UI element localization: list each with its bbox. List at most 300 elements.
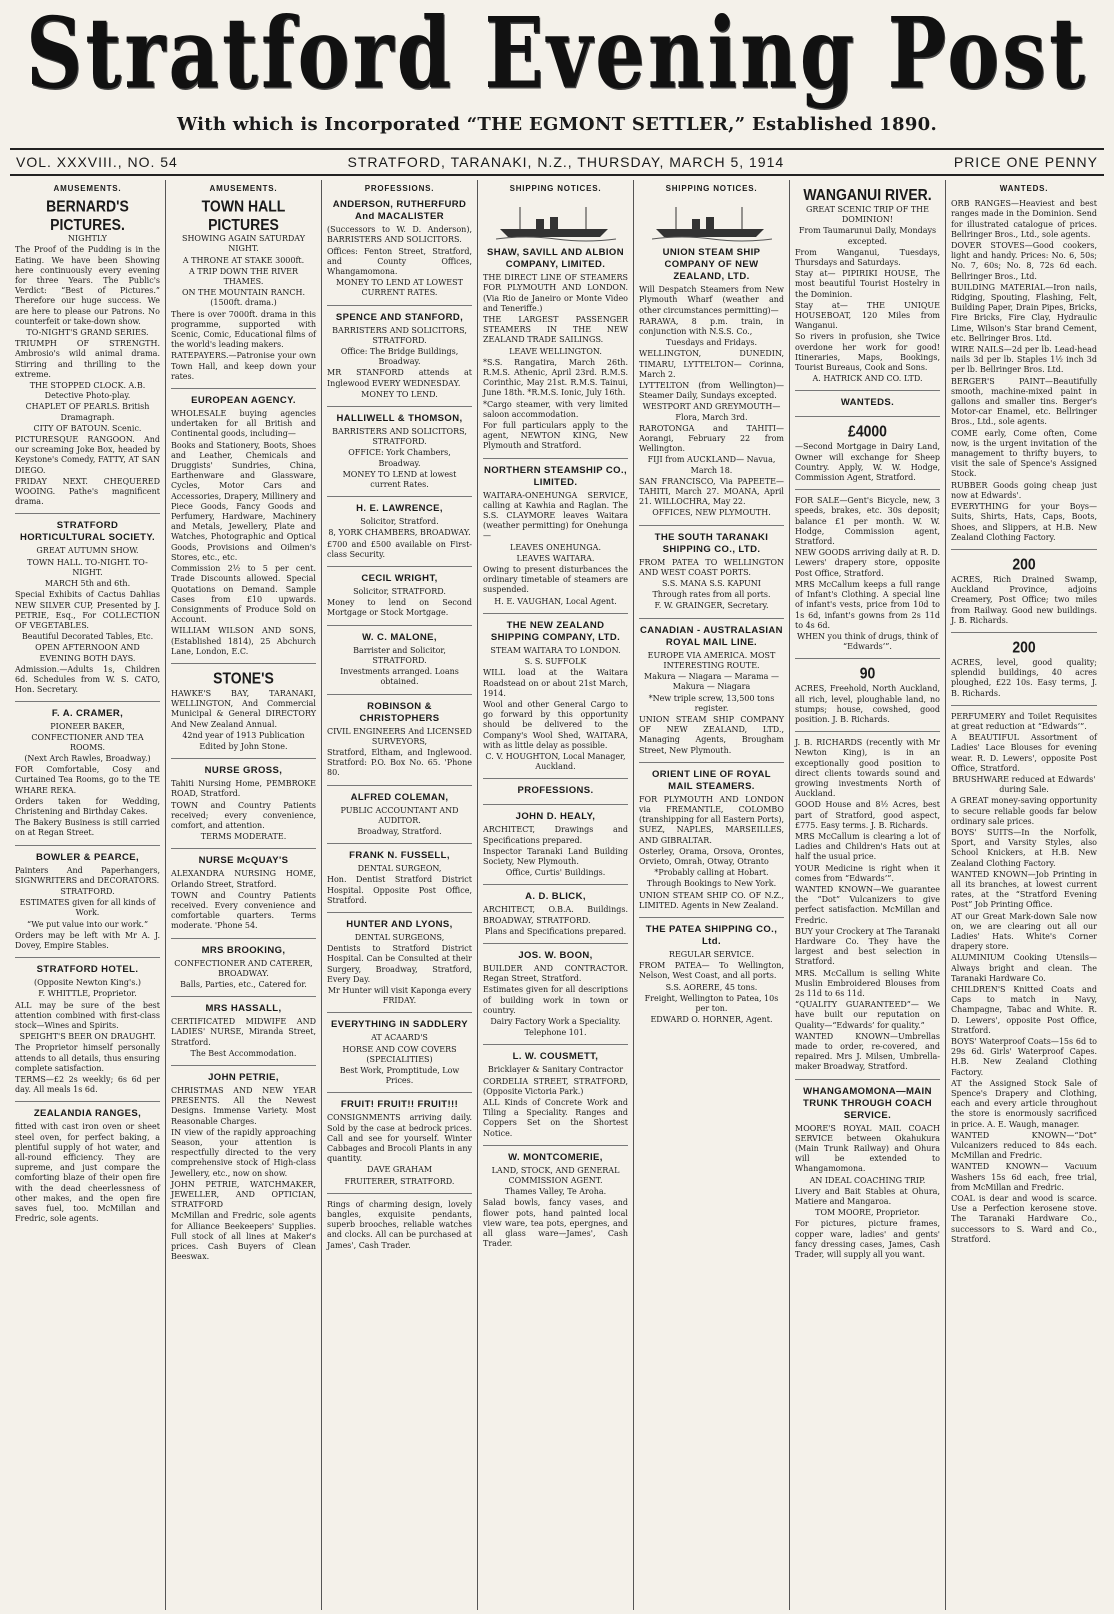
ad-text: Commission 2½ to 5 per cent. Trade Discounts allowed. Special Quotations on Demand. Sample Cases from £10 upwards. Consignments of Produce Sold on Account. (171, 564, 316, 625)
ad-text: Stay at— THE UNIQUE HOUSEBOAT, 120 Miles from Wanganui. (795, 300, 940, 331)
ad-text: WAITARA-ONEHUNGA SERVICE, calling at Kawhia and Raglan. The S.S. CLAYMORE leaves Waitara (weather permitting) for Onehunga— (483, 490, 628, 541)
ad-text: MRS McCallum is clearing a lot of Ladies and Children's Hats out at half the usual price. (795, 831, 940, 862)
ad-heading: NURSE McQUAY'S (198, 855, 289, 867)
ad-text: Orders may be left with Mr A. J. Dovey, Empire Stables. (15, 930, 160, 950)
ad-text: ALEXANDRA NURSING HOME, Orlando Street, Stratford. (171, 869, 316, 889)
advertisement (483, 199, 628, 458)
advertisement (483, 1152, 628, 1256)
ad-heading: EUROPEAN AGENCY. (191, 395, 296, 407)
ad-text: ALUMINIUM Cooking Utensils— Always bright and clean. The Taranaki Hardware Co. (951, 953, 1097, 983)
column-header: AMUSEMENTS. (53, 184, 122, 193)
ad-text: CONSIGNMENTS arriving daily. Sold by the case at bedrock prices. Call and see for yourself. Winter Cabbages and Brocoli Plants in any quantity. (327, 1113, 472, 1164)
ad-text: Stay at— PIPIRIKI HOUSE, The most beautiful Tourist Hostelry in the Dominion. (795, 269, 940, 299)
ad-text: Office, Curtis' Buildings. (505, 868, 606, 878)
ad-heading: W. MONTCOMERIE, (508, 1151, 603, 1163)
ad-text: ARCHITECT, Drawings and Specifications prepared. (483, 825, 628, 845)
ad-text: —Second Mortgage in Dairy Land, Owner will exchange for Sheep Country. Apply, W. W. Hodge, Commission Agent, Stratford. (795, 442, 940, 483)
steamship-illustration-icon (652, 199, 772, 243)
ad-heading: ANDERSON, RUTHERFURD And MACALISTER (332, 199, 467, 223)
ad-text: Admission.—Adults 1s, Children 6d. Schedules from W. S. CATO, Hon. Secretary. (15, 664, 160, 695)
ad-text: Inspector Taranaki Land Building Society, New Plymouth. (483, 846, 628, 866)
advertisement (951, 639, 1097, 706)
advertisement (327, 413, 472, 497)
ad-text: EUROPE VIA AMERICA. MOST INTERESTING ROUTE. (647, 650, 776, 670)
column-header: AMUSEMENTS. (209, 184, 278, 193)
column-4 (478, 180, 634, 1610)
ad-heading: WANGANUI RIVER. (803, 184, 932, 204)
ad-text: BERGER'S PAINT—Beautifully smooth, machine-mixed paint in gallons and smaller tins. Berger's Motor-car Enamel, etc. Bellringer Bros., Ltd., sole agents. (951, 376, 1097, 427)
advertisement (327, 1200, 472, 1257)
ad-text: PICTURESQUE RANGOON. And our screaming Joke Box, headed by Keystone's Comedy, FATTY, AT SAN DIEGO. (15, 435, 160, 475)
ad-text: ESTIMATES given for all kinds of Work. (19, 898, 156, 918)
ad-text: BOYS' Waterproof Coats—15s 6d to 29s 6d. Girls' Waterproof Capes. H.B. New Zealand Clothing Factory. (951, 1037, 1097, 1077)
price: PRICE ONE PENNY (953, 154, 1098, 170)
ad-text: WIRE NAILS—2d per lb. Lead-head nails 3d per lb. Staples 1½ inch 3d per lb. Bellringer Bros. Ltd. (951, 345, 1097, 375)
advertisement (15, 852, 160, 959)
advertisement (327, 503, 472, 567)
ad-text: MR STANFORD attends at Inglewood EVERY WEDNESDAY. (327, 368, 472, 388)
advertisement (483, 950, 628, 1045)
ad-text: 42nd year of 1913 Publication (182, 730, 305, 740)
ad-text: Salad bowls, fancy vases, and flower pots, hand painted local view ware, tea pots, epergnes, and all glass ware—James', Cash Trader. (483, 1198, 628, 1249)
ad-text: (Successors to W. D. Anderson), BARRISTERS AND SOLICITORS. (327, 225, 472, 245)
advertisement (327, 850, 472, 913)
ad-text: For pictures, picture frames, copper ware, ladies' and gents' fancy dressing cases, James, Cash Trader, will supply all you want. (795, 1219, 940, 1260)
ad-text: J. B. RICHARDS (recently with Mr Newton King), is in an exceptionally good position to direct clients towards sound and growing investments North of Auckland. (795, 738, 940, 799)
ad-text: LEAVE WELLINGTON. (509, 346, 602, 356)
ad-heading: W. C. MALONE, (362, 631, 437, 643)
ad-text: EVERYTHING for your Boys— Suits, Shirts, Hats, Caps, Boots, Shoes, and Slippers, at H.B. New Zealand Clothing Factory. (951, 502, 1097, 542)
ad-text: JOHN PETRIE, WATCHMAKER, JEWELLER, AND OPTICIAN, STRATFORD (171, 1179, 316, 1210)
ad-text: TOM MOORE, Proprietor. (815, 1208, 920, 1218)
ad-text: FROM PATEA— To Wellington, Nelson, West Coast, and all ports. (639, 961, 784, 981)
advertisement (951, 556, 1097, 633)
ad-heading: NORTHERN STEAMSHIP CO., LIMITED. (483, 464, 628, 488)
ad-text: The Proprietor himself personally attends to all details, thus ensuring complete satisfaction. (15, 1043, 160, 1073)
ad-text: Will Despatch Steamers from New Plymouth Wharf (weather and other circumstances permitting)— (639, 285, 784, 315)
columns (10, 180, 1104, 1610)
advertisement (483, 620, 628, 779)
ad-text: TO-NIGHT'S GRAND SERIES. (26, 328, 149, 338)
ad-text: UNION STEAM SHIP CO. OF N.Z., LIMITED. Agents in New Zealand. (639, 890, 784, 910)
ad-text: WILLIAM WILSON AND SONS, (Established 1814), 25 Abchurch Lane, London, E.C. (171, 626, 316, 656)
ad-text: DAVE GRAHAM (366, 1165, 433, 1175)
ad-text: Beautiful Decorated Tables, Etc. (21, 632, 154, 642)
ad-heading: TOWN HALL PICTURES (201, 196, 286, 234)
ad-text: PUBLIC ACCOUNTANT AND AUDITOR. (340, 805, 459, 825)
ad-heading: ORIENT LINE OF ROYAL MAIL STEAMERS. (651, 768, 772, 792)
ad-text: Money to lend on Second Mortgage or Stock Mortgage. (327, 598, 472, 618)
advertisement (639, 769, 784, 918)
advertisement (327, 632, 472, 695)
ad-heading: NURSE GROSS, (204, 765, 283, 777)
ad-text: The Bakery Business is still carried on at Regan Street. (15, 818, 160, 838)
ad-text: McMillan and Fredric, sole agents for Alliance Beekeepers' Supplies. Full stock of all lines at Maker's prices. Cash Buyers of Clean Beeswax. (171, 1211, 316, 1262)
ad-text: REGULAR SERVICE. (668, 949, 755, 959)
ad-text: CITY OF BATOUN. Scenic. (33, 423, 142, 433)
ad-text: There is over 7000ft. drama in this programme, supported with Scenic, Comic, Educational films of the world's leading makers. (171, 309, 316, 350)
column-3 (322, 180, 478, 1610)
advertisement (639, 199, 784, 525)
ad-text: Barrister and Solicitor, STRATFORD. (353, 645, 446, 665)
column-1 (10, 180, 166, 1610)
advertisement (795, 423, 940, 490)
ad-text: Wool and other General Cargo to go forward by this opportunity should be delivered to the Company's Wool Shed, WAITARA, with as little delay as possible. (483, 699, 628, 750)
ad-heading: JOHN PETRIE, (208, 1072, 279, 1083)
ad-text: *New triple screw, 13,500 tons register. (648, 693, 775, 713)
ad-text: £700 and £500 available on First-class Security. (327, 539, 472, 559)
advertisement (795, 665, 940, 732)
place-date: STRATFORD, TARANAKI, N.Z., THURSDAY, MARCH 5, 1914 (347, 154, 785, 170)
ad-text: RUBBER Goods going cheap just now at Edwards'. (951, 480, 1097, 500)
column-7 (946, 180, 1102, 1610)
ad-text: Books and Stationery, Boots, Shoes and Leather, Chemicals and Druggists' Sundries, China, Earthenware and Glassware, Cycles, Motor Cars and Accessories, Drapery, Millinery and Piece Goods, Fancy Goods and Perfumery, Hardware, Machinery and Metals, Jewellery, Plate and Watches, Photographic and Optical Goods, Provisions and Oilmen's Stores, etc., etc. (171, 440, 316, 562)
ad-text: CHAPLET OF PEARLS. British Dramagraph. (25, 402, 150, 422)
ad-text: Estimates given for all descriptions of building work in town or country. (483, 985, 628, 1015)
ad-text: FIJI from AUCKLAND— Navua, March 18. (647, 455, 776, 475)
ad-text: Livery and Bait Stables at Ohura, Matiere and Mangaroa. (795, 1186, 940, 1207)
ad-text: A BEAUTIFUL Assortment of Ladies' Lace Blouses for evening wear. R. D. Lewers', opposite Post Office, Stratford. (951, 733, 1097, 773)
ad-text: Solicitor, Stratford. (360, 517, 439, 527)
advertisement (327, 701, 472, 786)
ad-text: LEAVES ONEHUNGA. (510, 542, 601, 552)
ad-text: BUILDER AND CONTRACTOR. Regan Street, Stratford. (483, 963, 628, 984)
ad-text: MONEY TO LEND at lowest current Rates. (342, 469, 457, 490)
ad-heading: JOS. W. BOON, (518, 949, 593, 961)
ad-heading: CANADIAN - AUSTRALASIAN ROYAL MAIL LINE. (640, 624, 783, 648)
ad-text: MONEY TO LEND AT LOWEST CURRENT RATES. (336, 278, 463, 298)
advertisement (15, 964, 160, 1102)
ad-text: MOORE'S ROYAL MAIL COACH SERVICE between Okahukura (Main Trunk Railway) and Ohura will be extended to Whangamomona. (795, 1123, 940, 1174)
ad-text: Mr Hunter will visit Kaponga every FRIDAY. (327, 985, 472, 1006)
volume-number: VOL. XXXVIII., NO. 54 (16, 154, 178, 170)
ad-heading: STRATFORD HORTICULTURAL SOCIETY. (19, 520, 156, 544)
advertisement (171, 945, 316, 998)
ad-text: Investments arranged. Loans obtained. (340, 667, 459, 687)
ad-text: So rivers in profusion, she Twice overdone her work for good! Itineraries, Maps, Bookings, Tourist Bureaus, Cook and Sons. (795, 332, 940, 373)
ad-text: TOWN HALL. TO-NIGHT. TO-NIGHT. (27, 557, 148, 577)
ad-text: ALL Kinds of Concrete Work and Tiling a Speciality. Ranges and Coppers Set on the Shortest Notice. (483, 1097, 628, 1138)
ad-text: IN view of the rapidly approaching Season, your attention is respectfully directed to the very comprehensive stock of High-class Jewellery, etc., now on show. (171, 1127, 316, 1178)
ad-text: ON THE MOUNTAIN RANCH. (1500ft. drama.) (181, 288, 306, 308)
advertisement (639, 924, 784, 1031)
ad-text: FOR SALE—Gent's Bicycle, new, 3 speeds, brakes, etc. 30s deposit; balance £1 per month. W. W. Hodge, Commission agent, Stratford. (795, 496, 940, 547)
ad-text: PIONEER BAKER, CONFECTIONER AND TEA ROOMS. (31, 722, 144, 752)
advertisement (327, 199, 472, 305)
ad-text: FROM PATEA TO WELLINGTON AND WEST COAST PORTS. (639, 557, 784, 577)
ad-text: LEAVES WAITARA. (516, 553, 595, 563)
ad-text: *Cargo steamer, with very limited saloon accommodation. (483, 399, 628, 419)
advertisement (171, 765, 316, 849)
ad-heading: BOWLER & PEARCE, (36, 851, 139, 863)
ad-text: STRATFORD. (60, 886, 115, 896)
ad-heading: A. D. BLICK, (525, 891, 586, 903)
ad-text: “QUALITY GUARANTEED”— We have built our reputation on Quality—“Edwards’ for quality.” (795, 1000, 940, 1030)
ad-text: Stratford, Eltham, and Inglewood. Stratford: P.O. Box No. 65. 'Phone 80. (327, 747, 472, 778)
ad-heading: £4000 (848, 422, 887, 441)
ad-text: HAWKE'S BAY, TARANAKI, WELLINGTON, And Commercial Municipal & General DIRECTORY And New Zealand Annual. (171, 688, 316, 729)
ad-text: GOOD House and 8½ Acres, best part of Stratford, good aspect, £775. Easy terms. J. B. Richards. (795, 800, 940, 830)
ad-text: DENTAL SURGEONS, (354, 932, 445, 942)
advertisement (639, 532, 784, 619)
ad-text: Freight, Wellington to Patea, 10s per ton. (644, 993, 779, 1013)
ad-heading: ZEALANDIA RANGES, (33, 1108, 142, 1120)
ad-text: BUY your Crockery at The Taranaki Hardware Co. They have the largest and best selection in Stratford. (795, 926, 940, 967)
ad-heading: JOHN D. HEALY, (515, 811, 596, 823)
ad-text: ACRES, level, good quality; splendid buildings, 40 acres ploughed, £22 10s. Easy terms, J. B. Richards. (951, 657, 1097, 698)
ad-text: NIGHTLY (68, 234, 107, 244)
ad-text: Special Exhibits of Cactus Dahlias NEW SILVER CUP, Presented by J. PETRIE, Esq., For COLLECTION OF VEGETABLES. (15, 590, 160, 630)
ad-text: (Opposite Newton King's.) (34, 978, 141, 988)
ad-text: RATEPAYERS.—Patronise your own Town Hall, and keep down your rates. (171, 351, 316, 381)
ad-text: Makura — Niagara — Marama — Makura — Niagara (644, 672, 779, 692)
ad-text: DENTAL SURGEON, (357, 864, 442, 874)
ad-text: The Proof of the Pudding is in the Eating. We have been Showing here continuously every evening for three Years. The Public's Verdict: “Best of Pictures.” Therefore our huge success. We are here to please our Patrons. No counterfeit or take-down show. (15, 245, 160, 326)
steamship-illustration-icon (496, 199, 616, 243)
ad-heading: L. W. COUSMETT, (512, 1051, 599, 1063)
advertisement (327, 792, 472, 845)
ad-text: LAND, STOCK, AND GENERAL COMMISSION AGENT. (491, 1165, 620, 1185)
ad-text: Osterley, Orama, Orsova, Orontes, Orvieto, Omrah, Otway, Otranto (639, 846, 784, 866)
ad-text: Hon. Dentist Stratford District Hospital. Opposite Post Office, Stratford. (327, 875, 472, 905)
advertisement (795, 738, 940, 1080)
ad-heading: HUNTER AND LYONS, (346, 918, 453, 930)
ad-text: THE STOPPED CLOCK. A.B. Detective Photo-play. (29, 381, 146, 401)
ad-text: CHILDREN'S Knitted Coats and Caps to match in Navy, Champagne, Tabac and White. R. D. Lewers', opposite Post Office, Stratford. (951, 985, 1097, 1035)
ad-text: BARRISTERS AND SOLICITORS, STRATFORD. (332, 427, 467, 447)
ad-text: Broadway, Stratford. (357, 826, 442, 836)
ad-text: YOUR Medicine is right when it comes from “Edwards’”. (795, 863, 940, 883)
ad-text: OFFICES, NEW PLYMOUTH. (652, 508, 771, 518)
advertisement (15, 1108, 160, 1230)
ad-text: Telephone 101. (524, 1028, 587, 1038)
ad-heading: F. A. CRAMER, (51, 708, 124, 720)
ad-text: Painters And Paperhangers, SIGNWRITERS and DECORATORS. (15, 865, 160, 885)
ad-text: ORB RANGES—Heaviest and best ranges made in the Dominion. Send for illustrated catalogue of prices. Bellringer Bros., Ltd., sole agents. (951, 199, 1097, 239)
ad-text: Office: The Bridge Buildings, Broadway. (340, 347, 459, 367)
ad-text: OPEN AFTERNOON AND EVENING BOTH DAYS. (35, 643, 140, 663)
ad-heading: ROBINSON & CHRISTOPHERS (359, 700, 440, 724)
ad-text: fitted with cast iron oven or sheet steel oven, for perfect baking, a plentiful supply of hot water, and all-round efficiency. They are supreme, and just compare the comforting blaze of their open fire with the dead cheerlessness of other makes, and the open fire saves fuel, too. McMillan and Fredric, sole agents. (15, 1122, 160, 1224)
ad-text: THE LARGEST PASSENGER STEAMERS IN THE NEW ZEALAND TRADE SAILINGS. (483, 315, 628, 345)
ad-heading: BERNARD'S PICTURES. (46, 196, 129, 234)
ad-text: GREAT AUTUMN SHOW. (36, 546, 139, 556)
ad-heading: STRATFORD HOTEL. (36, 964, 139, 976)
advertisement (795, 496, 940, 659)
ad-text: STEAM WAITARA TO LONDON. (490, 645, 621, 655)
ad-heading: THE SOUTH TARANAKI SHIPPING CO., LTD. (654, 531, 769, 555)
ad-text: WHOLESALE buying agencies undertaken for all British and Continental goods, including— (171, 409, 316, 439)
advertisement (639, 625, 784, 763)
ad-text: MARCH 5th and 6th. (44, 579, 131, 589)
ad-heading: ALFRED COLEMAN, (350, 791, 449, 803)
ad-text: UNION STEAM SHIP COMPANY OF NEW ZEALAND, LTD., Managing Agents, Brougham Street, New Plymouth. (639, 714, 784, 755)
ad-text: THE DIRECT LINE OF STEAMERS FOR PLYMOUTH AND LONDON. (Via Rio de Janeiro or Monte Video and Teneriffe.) (483, 273, 628, 313)
ad-heading: 200 (1012, 554, 1036, 574)
advertisement (483, 1051, 628, 1145)
ad-text: S. S. SUFFOLK (524, 657, 587, 667)
ad-text: The Best Accommodation. (190, 1048, 297, 1058)
advertisement (171, 670, 316, 759)
ad-text: Dairy Factory Work a Speciality. (490, 1016, 621, 1026)
ad-text: DOVER STOVES—Good cookers, light and handy. Prices: No. 6, 50s; No. 7, 60s; No. 8, 72s 6d each. Bellringer Bros., Ltd. (951, 241, 1097, 281)
ad-text: Tahiti Nursing Home, PEMBROKE ROAD, Stratford. (171, 779, 316, 799)
ad-text: CONFECTIONER AND CATERER, BROADWAY. (174, 958, 313, 978)
advertisement (327, 1019, 472, 1093)
ad-heading: HALLIWELL & THOMSON, (336, 413, 463, 425)
column-header: WANTEDS. (999, 184, 1049, 193)
ad-text: Edited by John Stone. (199, 741, 288, 751)
advertisement (951, 712, 1097, 1251)
advertisement (483, 891, 628, 944)
ad-text: TERMS—£2 2s weekly; 6s 6d per day. All meals 1s 6d. (15, 1075, 160, 1095)
column-header: SHIPPING NOTICES. (509, 184, 602, 193)
ad-text: WANTED KNOWN—“Dot” Vulcanizers reduced to 84s each. McMillan and Fredric. (951, 1130, 1097, 1161)
advertisement (483, 811, 628, 885)
ad-text: EDWARD O. HORNER, Agent. (650, 1015, 773, 1025)
ad-heading: H. E. LAWRENCE, (356, 503, 443, 515)
ad-text: *Probably calling at Hobart. (654, 868, 769, 878)
ad-heading: 200 (1012, 637, 1036, 657)
advertisement (15, 520, 160, 702)
ad-text: Solicitor, STRATFORD. (353, 587, 446, 597)
column-header: SHIPPING NOTICES. (665, 184, 758, 193)
dateline (10, 148, 1104, 176)
advertisement (171, 1072, 316, 1268)
ad-heading: MRS HASSALL, (205, 1003, 282, 1015)
ad-text: ALL may be sure of the best attention combined with first-class stock—Wines and Spirits. (15, 1000, 160, 1030)
ad-text: NEW GOODS arriving daily at R. D. Lewers' drapery store, opposite Post Office, Stratford. (795, 548, 940, 578)
ad-text: Owing to present disturbances the ordinary timetable of steamers are suspended. (483, 565, 628, 595)
ad-text: ACRES, Rich Drained Swamp, Auckland Province, adjoins Creamery, Post Office; two miles from Railway. Good new buildings. J. B. Richards. (951, 574, 1097, 625)
ad-text: TRIUMPH OF STRENGTH. Ambrosio's wild animal drama. Stirring and thrilling to the extreme. (15, 339, 160, 379)
ad-text: CIVIL ENGINEERS And LICENSED SURVEYORS, (327, 726, 472, 746)
ad-text: 8, YORK CHAMBERS, BROADWAY. (328, 528, 471, 538)
column-2 (166, 180, 322, 1610)
advertisement (15, 196, 160, 514)
ad-text: TERMS MODERATE. (200, 832, 287, 842)
ad-text: MONEY TO LEND. (361, 389, 438, 399)
ad-text: FOR Comfortable, Cosy and Curtained Tea Rooms, go to the TE WHARE REKA. (15, 765, 160, 795)
ad-text: BOYS' SUITS—In the Norfolk, Sport, and Varsity Styles, also School Knickers, at H.B. New Zealand Clothing Factory. (951, 827, 1097, 868)
ad-heading: UNION STEAM SHIP COMPANY OF NEW ZEALAND, LTD. (662, 247, 761, 283)
ad-text: A THRONE AT STAKE 3000ft. (182, 255, 305, 265)
advertisement (795, 397, 940, 417)
ad-text: FRUITERER, STRATFORD. (344, 1176, 455, 1186)
ad-text: FOR PLYMOUTH AND LONDON via FREMANTLE, COLOMBO (transhipping for all Eastern Ports), SUEZ, NAPLES, MARSEILLES, AND GIBRALTAR. (639, 794, 784, 845)
advertisement (483, 465, 628, 614)
ad-text: TOWN and Country Patients received. Every convenience and comfortable quarters. Terms moderate. 'Phone 54. (171, 890, 316, 931)
ad-text: Through Bookings to New York. (646, 879, 777, 889)
ad-text: Through rates from all ports. (652, 590, 771, 600)
ad-text: BRUSHWARE reduced at Edwards' during Sale. (952, 774, 1096, 795)
ad-text: H. E. VAUGHAN, Local Agent. (494, 596, 617, 606)
ad-text: CERTIFICATED MIDWIFE AND LADIES' NURSE, Miranda Street, Stratford. (171, 1017, 316, 1047)
ad-text: RARAWA, 8 p.m. train, in conjunction with N.S.S. Co., (639, 316, 784, 337)
ad-text: SHOWING AGAIN SATURDAY NIGHT. (181, 234, 306, 254)
advertisement (171, 1003, 316, 1066)
advertisement (327, 1099, 472, 1193)
ad-text: Bricklayer & Sanitary Contractor (487, 1065, 624, 1075)
ad-text: BARRISTERS AND SOLICITORS, STRATFORD. (332, 325, 467, 345)
advertisement (15, 708, 160, 845)
ad-text: MRS. McCallum is selling White Muslin Embroidered Blouses from 2s 11d to 6s 11d. (795, 968, 940, 998)
ad-text: WANTED KNOWN—Umbrellas made to order, re-covered, and repaired. Mrs J. Milsen, Umbrella-maker Broadway, Stratford. (795, 1031, 940, 1072)
ad-heading: WANTEDS. (840, 397, 895, 409)
ad-text: AT our Great Mark-down Sale now on, we are clearing out all our Ladies' Hats. White's Corner drapery store. (951, 911, 1097, 952)
ad-text: WHEN you think of drugs, think of “Edwards’”. (796, 631, 939, 652)
ad-heading: EVERYTHING IN SADDLERY (331, 1019, 468, 1031)
ad-text: ACRES, Freehold, North Auckland, all rich, level, ploughable land, no stumps; house, cowshed, good position. J. B. Richards. (795, 684, 940, 724)
ad-text: For full particulars apply to the agent, NEWTON KING, New Plymouth and Stratford. (483, 421, 628, 451)
ad-heading: SHAW, SAVILL AND ALBION COMPANY, LIMITED. (487, 247, 624, 271)
ad-heading: THE PATEA SHIPPING CO., Ltd. (645, 923, 778, 947)
ad-text: A TRIP DOWN THE RIVER THAMES. (188, 266, 299, 287)
ad-text: MRS McCallum keeps a full range of Infant's Clothing. A special line of infant's vests, price from 10d to 1s 6d, infant's gowns from 2s 11d to 4s 6d. (795, 579, 940, 630)
ad-text: PERFUMERY and Toilet Requisites at great reduction at “Edwards’”. (951, 711, 1097, 731)
ad-heading: FRUIT! FRUIT!! FRUIT!!! (340, 1099, 459, 1111)
ad-text: F. WHITTLE, Proprietor. (38, 989, 137, 999)
advertisement (795, 1086, 940, 1267)
ad-text: FRIDAY NEXT. CHEQUERED WOOING. Pathe's magnificent drama. (15, 476, 160, 507)
ad-text: SPEIGHT'S BEER ON DRAUGHT. (19, 1032, 156, 1042)
advertisement (327, 573, 472, 626)
ad-text: SAN FRANCISCO, Via PAPEETE— TAHITI, March 27. MOANA, April 21. WILLOCHRA, May 22. (639, 476, 784, 507)
ad-text: LYTTELTON (from Wellington)— Steamer Daily, Sundays excepted. (639, 381, 784, 401)
ad-text: A GREAT money-saving opportunity to secure reliable goods far below ordinary sale prices. (951, 796, 1097, 826)
ad-text: GREAT SCENIC TRIP OF THE DOMINION! (806, 205, 929, 225)
ad-text: C. V. HOUGHTON, Local Manager, Auckland. (485, 751, 626, 772)
ad-heading: STONE'S (213, 668, 274, 688)
newspaper-subtitle: With which is Incorporated “THE EGMONT SETTLER,” Established 1890. (176, 114, 938, 135)
column-header: PROFESSIONS. (364, 184, 435, 193)
advertisement (327, 919, 472, 1013)
ad-text: WANTED KNOWN—Job Printing in all its branches, at lowest current rates, at the “Stratford Evening Post” Job Printing Office. (951, 869, 1097, 910)
ad-text: (Next Arch Rawles, Broadway.) (24, 753, 151, 763)
ad-heading: 90 (859, 664, 876, 683)
ad-heading: WHANGAMOMONA—MAIN TRUNK THROUGH COACH SERVICE. (803, 1085, 932, 1121)
ad-text: WESTPORT AND GREYMOUTH— Flora, March 3rd. (642, 402, 781, 422)
advertisement (171, 855, 316, 938)
advertisement (951, 199, 1097, 550)
advertisement (483, 785, 628, 805)
ad-text: BUILDING MATERIAL—Iron nails, Ridging, Spouting, Flashing, Felt, Building Paper, Drain Pipes, Bricks, Fire Bricks, Fire Clay, Hydraulic Lime, Wilson's Star brand Cement, etc. Bellringer Bros. Ltd. (951, 282, 1097, 343)
ad-text: COAL is dear and wood is scarce. Use a Perfection kerosene stove. The Taranaki Hardware Co., successors to S. Ward and Co., Stratford. (951, 1194, 1097, 1244)
ad-heading: CECIL WRIGHT, (361, 573, 438, 585)
ad-text: Thames Valley, Te Aroha. (504, 1187, 607, 1197)
newspaper-title: Stratford Evening Post (25, 0, 1089, 111)
ad-text: AT the Assigned Stock Sale of Spence's Drapery and Clothing, each and every article throughout the store is enormously sacrificed in price. A. E. Waugh, manager. (951, 1078, 1097, 1129)
ad-text: F. W. GRAINGER, Secretary. (654, 601, 769, 611)
ad-text: HORSE AND COW COVERS (SPECIALITIES) (342, 1044, 457, 1064)
ad-text: OFFICE: York Chambers, Broadway. (348, 448, 451, 468)
ad-text: TOWN and Country Patients received; every convenience, comfort, and attention. (171, 800, 316, 830)
advertisement (795, 186, 940, 391)
masthead (10, 0, 1104, 135)
ad-heading: SPENCE AND STANFORD, (335, 311, 464, 323)
ad-text: WANTED KNOWN—We guarantee the “Dot” Vulcanizers to give perfect satisfaction. McMillan and Fredric. (795, 884, 940, 925)
ad-text: RAROTONGA and TAHITI— Aorangi, February 22 from Wellington. (639, 423, 784, 454)
ad-text: “We put value into our work.” (26, 919, 149, 929)
ad-text: WELLINGTON, DUNEDIN, TIMARU, LYTTELTON— Corinna, March 2. (639, 349, 784, 379)
ad-text: A. HATRICK AND CO. LTD. (812, 374, 923, 384)
ad-text: Balls, Parties, etc., Catered for. (180, 979, 307, 989)
ad-text: Best Work, Promptitude, Low Prices. (339, 1065, 460, 1086)
ad-heading: THE NEW ZEALAND SHIPPING COMPANY, LTD. (490, 619, 621, 643)
ad-text: CORDELIA STREET, STRATFORD, (Opposite Victoria Park.) (483, 1076, 628, 1096)
ad-text: AT ACAARD'S (371, 1033, 428, 1043)
column-5 (634, 180, 790, 1610)
